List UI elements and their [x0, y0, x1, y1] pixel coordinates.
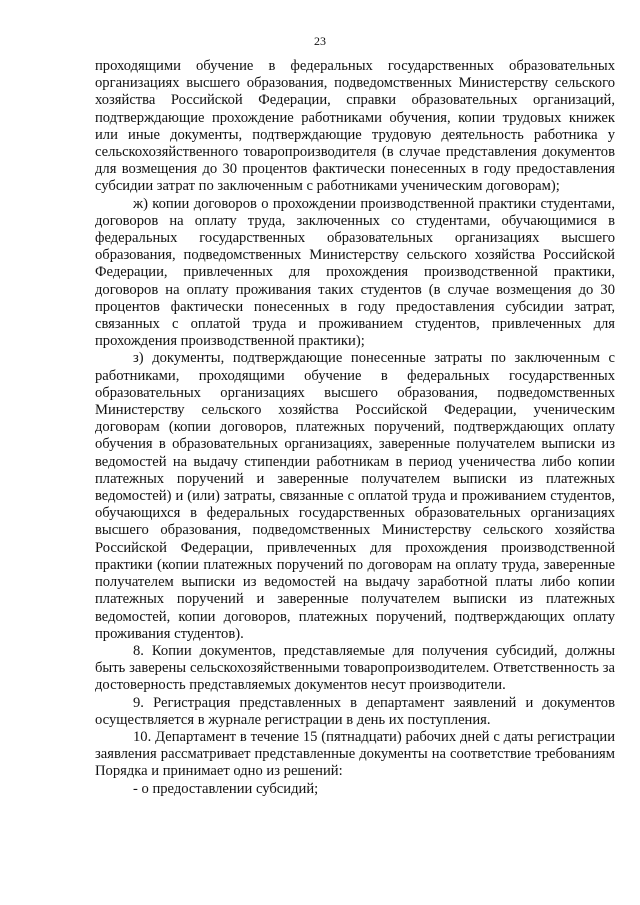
- document-body: [95, 58, 615, 798]
- paragraph-8: 8. Копии документов, представляемые для получения субсидий, должны быть заверены сельскохозяйственными товаропроизводителем. Ответственность за достоверность представляемых документов несут производители.: [95, 642, 615, 694]
- paragraph-9: 9. Регистрация представленных в департамент заявлений и документов осуществляется в журнале регистрации в день их поступления.: [95, 694, 615, 728]
- paragraph-item-zh: ж) копии договоров о прохождении производственной практики студентами, договоров на оплату труда, заключенных со студентами, обучающимися в федеральных государственных образовательных организациях высшего образования, подведомственных Министерству сельского хозяйства Российской Федерации, привлеченных для прохождения производственной практики, договоров на оплату проживания таких студентов (в случае возмещения до 30 процентов фактически понесенных в году предоставления субсидии затрат, связанных с оплатой труда и проживанием студентов, привлеченных для прохождения производственной практики);: [95, 195, 615, 350]
- paragraph-continuation: проходящими обучение в федеральных государственных образовательных организациях высшего образования, подведомственных Министерству сельского хозяйства Российской Федерации, справки образовательных организаций, подтверждающие прохождение работниками обучения, копии трудовых книжек или иные документы, подтверждающие трудовую деятельность работника у сельскохозяйственного товаропроизводителя (в случае представления документов для возмещения до 30 процентов фактически понесенных в году предоставления субсидии затрат по заключенным с работниками ученическим договорам);: [95, 58, 615, 195]
- page-number: 23: [314, 34, 326, 48]
- paragraph-item-z: з) документы, подтверждающие понесенные затраты по заключенным с работниками, проходящими обучение в федеральных государственных образовательных организациях высшего образования, подведомственных Министерству сельского хозяйства Российской Федерации, ученическим договорам (копии договоров, платежных поручений, подтверждающих оплату обучения в образовательных организациях, заверенные получателем выписки из ведомостей на выдачу стипендии работникам в период ученичества либо копии платежных поручений и заверенные получателем выписки из платежных ведомостей) и (или) затраты, связанные с оплатой труда и проживанием студентов, обучающихся в федеральных государственных образовательных организациях высшего образования, подведомственных Министерству сельского хозяйства Российской Федерации, привлеченных для прохождения производственной практики (копии платежных поручений по договорам на оплату труда, заверенные получателем выписки из ведомостей на выдачу заработной платы либо копии платежных поручений и заверенные получателем выписки из платежных ведомостей, копии договоров, платежных поручений, подтверждающих оплату проживания студентов).: [95, 350, 615, 642]
- paragraph-decision-option: - о предоставлении субсидий;: [133, 780, 319, 797]
- paragraph-10: 10. Департамент в течение 15 (пятнадцати) рабочих дней с даты регистрации заявления рассматривает представленные документы на соответствие требованиям Порядка и принимает одно из решений:: [95, 728, 615, 780]
